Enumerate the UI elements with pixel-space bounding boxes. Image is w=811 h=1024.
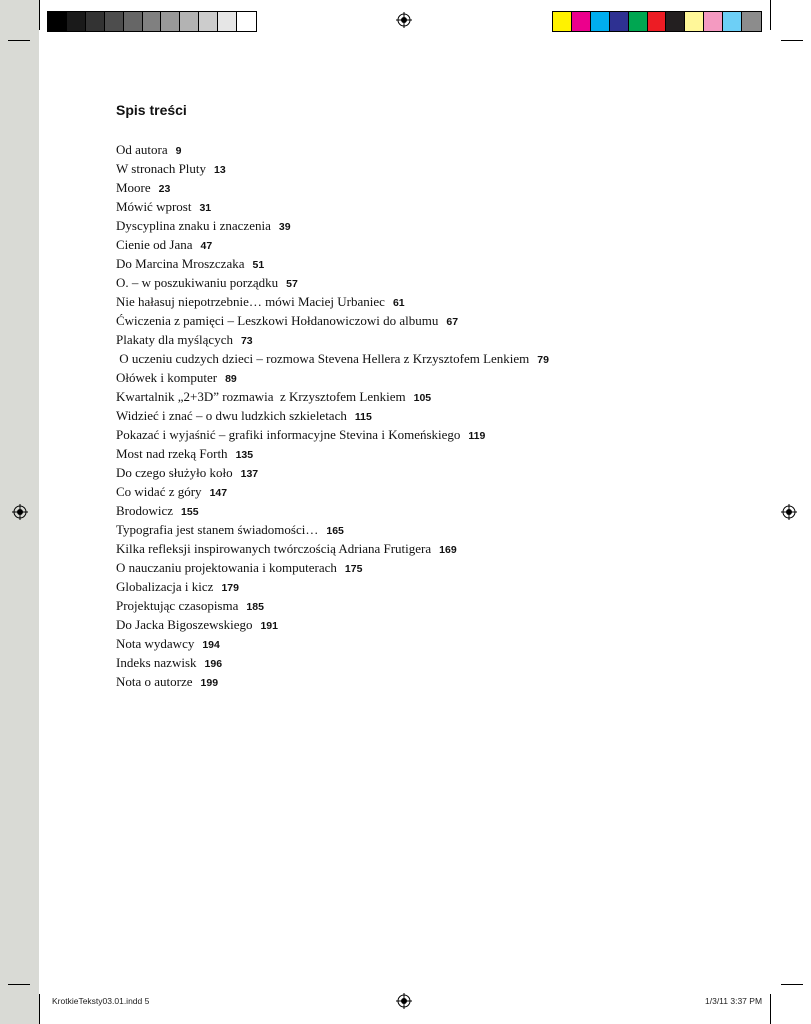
toc-entry-title: Nota o autorze [116, 674, 193, 689]
toc-entry-page: 47 [200, 240, 213, 252]
toc-entry-title: O nauczaniu projektowania i komputerach [116, 560, 337, 575]
color-swatch [629, 12, 648, 31]
toc-entry-page: 73 [240, 335, 253, 347]
toc-entry-page: 169 [439, 544, 457, 556]
toc-entry-title: Do Jacka Bigoszewskiego [116, 617, 253, 632]
toc-entry [116, 178, 549, 197]
toc-entry [116, 387, 549, 406]
slug-filename: KrotkieTeksty03.01.indd 5 [52, 996, 150, 1006]
toc-entry-title: Ćwiczenia z pamięci – Leszkowi Hołdanowiczowi do albumu [116, 313, 439, 328]
toc-entry-page: 39 [278, 221, 291, 233]
crop-mark-top-right-v [770, 0, 771, 30]
toc-entry-title: Most nad rzeką Forth [116, 446, 228, 461]
table-of-contents [116, 140, 549, 691]
color-swatch [86, 12, 105, 31]
toc-entry [116, 653, 549, 672]
toc-entry-page: 137 [240, 468, 259, 480]
toc-entry [116, 634, 549, 653]
toc-entry-page: 196 [204, 658, 223, 670]
color-swatch [218, 12, 237, 31]
toc-entry-page: 79 [537, 354, 549, 366]
toc-entry [116, 368, 549, 387]
toc-entry-page: 175 [344, 563, 363, 575]
crop-mark-top-left-v [39, 0, 40, 30]
toc-entry [116, 406, 549, 425]
toc-entry-title: W stronach Pluty [116, 161, 207, 176]
toc-entry-title: Dyscyplina znaku i znaczenia [116, 218, 271, 233]
toc-entry-title: O. – w poszukiwaniu porządku [116, 275, 279, 290]
toc-entry-title: Pokazać i wyjaśnić – grafiki informacyjne Stevina i Komeńskiego [116, 427, 461, 442]
toc-entry [116, 349, 549, 368]
color-swatch [199, 12, 218, 31]
toc-entry-title: Ołówek i komputer [116, 370, 218, 385]
color-swatch [124, 12, 143, 31]
toc-entry [116, 615, 549, 634]
registration-mark-right-icon [781, 504, 797, 520]
toc-entry-page: 61 [392, 297, 405, 309]
toc-entry-title: Co widać z góry [116, 484, 202, 499]
toc-entry-page: 147 [209, 487, 228, 499]
toc-entry-title: Nie hałasuj niepotrzebnie… mówi Maciej Urbaniec [116, 294, 385, 309]
color-swatch [591, 12, 610, 31]
crop-mark-top-left-h [8, 40, 30, 41]
toc-entry-page: 179 [221, 582, 239, 594]
toc-entry-title: Widzieć i znać – o dwu ludzkich szkieletach [116, 408, 347, 423]
toc-entry [116, 558, 549, 577]
toc-entry-title: Do czego służyło koło [116, 465, 233, 480]
toc-entry [116, 330, 549, 349]
color-swatch [553, 12, 572, 31]
crop-mark-bottom-left-h [8, 984, 30, 985]
color-swatch [723, 12, 742, 31]
toc-entry [116, 311, 549, 330]
toc-entry-page: 57 [286, 278, 298, 290]
color-swatch [648, 12, 667, 31]
toc-entry [116, 235, 549, 254]
toc-entry-title: Cienie od Jana [116, 237, 193, 252]
toc-entry-title: Do Marcina Mroszczaka [116, 256, 245, 271]
color-swatch [48, 12, 67, 31]
toc-entry [116, 425, 549, 444]
toc-entry [116, 596, 549, 615]
toc-entry-title: Moore [116, 180, 151, 195]
color-bar [552, 11, 762, 32]
toc-entry-title: Mówić wprost [116, 199, 192, 214]
toc-entry-page: 185 [246, 601, 264, 613]
toc-entry-page: 105 [413, 392, 432, 404]
color-swatch [237, 12, 256, 31]
toc-entry-page: 194 [202, 639, 220, 651]
toc-entry-title: Kilka refleksji inspirowanych twórczością Adriana Frutigera [116, 541, 432, 556]
color-swatch [180, 12, 199, 31]
toc-entry [116, 140, 549, 159]
toc-entry [116, 197, 549, 216]
toc-entry-title: Indeks nazwisk [116, 655, 197, 670]
toc-entry [116, 159, 549, 178]
toc-entry [116, 672, 549, 691]
grayscale-bar [47, 11, 257, 32]
toc-entry [116, 501, 549, 520]
toc-entry-page: 119 [468, 430, 486, 442]
registration-mark-top-icon [396, 12, 412, 28]
toc-entry-title: Typografia jest stanem świadomości… [116, 522, 319, 537]
toc-entry-title: O uczeniu cudzych dzieci – rozmowa Stevena Hellera z Krzysztofem Lenkiem [116, 351, 530, 366]
toc-entry-title: Od autora [116, 142, 168, 157]
toc-entry-page: 191 [260, 620, 278, 632]
crop-mark-bottom-right-h [781, 984, 803, 985]
toc-entry [116, 273, 549, 292]
color-swatch [572, 12, 591, 31]
toc-entry-title: Plakaty dla myślących [116, 332, 233, 347]
toc-entry-page: 13 [214, 164, 226, 176]
toc-entry [116, 216, 549, 235]
color-swatch [143, 12, 162, 31]
registration-mark-left-icon [12, 504, 28, 520]
color-swatch [67, 12, 86, 31]
toc-entry [116, 254, 549, 273]
toc-entry [116, 482, 549, 501]
toc-entry [116, 444, 549, 463]
toc-entry-page: 165 [326, 525, 344, 537]
toc-entry-title: Nota wydawcy [116, 636, 195, 651]
color-swatch [704, 12, 723, 31]
color-swatch [685, 12, 704, 31]
color-swatch [742, 12, 761, 31]
toc-entry-page: 9 [175, 145, 182, 157]
toc-entry-page: 155 [181, 506, 199, 518]
toc-entry [116, 292, 549, 311]
toc-entry-page: 67 [446, 316, 459, 328]
toc-entry-page: 23 [158, 183, 171, 195]
toc-entry-page: 135 [235, 449, 254, 461]
toc-entry-title: Globalizacja i kicz [116, 579, 214, 594]
toc-entry-title: Kwartalnik „2+3D” rozmawia z Krzysztofem Lenkiem [116, 389, 406, 404]
registration-mark-bottom-icon [396, 993, 412, 1009]
color-swatch [666, 12, 685, 31]
toc-entry-page: 199 [200, 677, 219, 689]
toc-entry-page: 31 [199, 202, 212, 214]
crop-mark-top-right-h [781, 40, 803, 41]
color-swatch [161, 12, 180, 31]
color-swatch [105, 12, 124, 31]
toc-entry [116, 463, 549, 482]
toc-entry-page: 89 [225, 373, 237, 385]
toc-entry-page: 51 [252, 259, 265, 271]
crop-mark-bottom-left-v [39, 994, 40, 1024]
toc-entry-page: 115 [354, 411, 372, 423]
toc-entry [116, 520, 549, 539]
toc-entry [116, 577, 549, 596]
color-swatch [610, 12, 629, 31]
toc-entry-title: Brodowicz [116, 503, 174, 518]
toc-entry-title: Projektując czasopisma [116, 598, 239, 613]
slug-datetime: 1/3/11 3:37 PM [705, 996, 763, 1006]
crop-mark-bottom-right-v [770, 994, 771, 1024]
page-title: Spis treści [116, 102, 187, 118]
toc-entry [116, 539, 549, 558]
